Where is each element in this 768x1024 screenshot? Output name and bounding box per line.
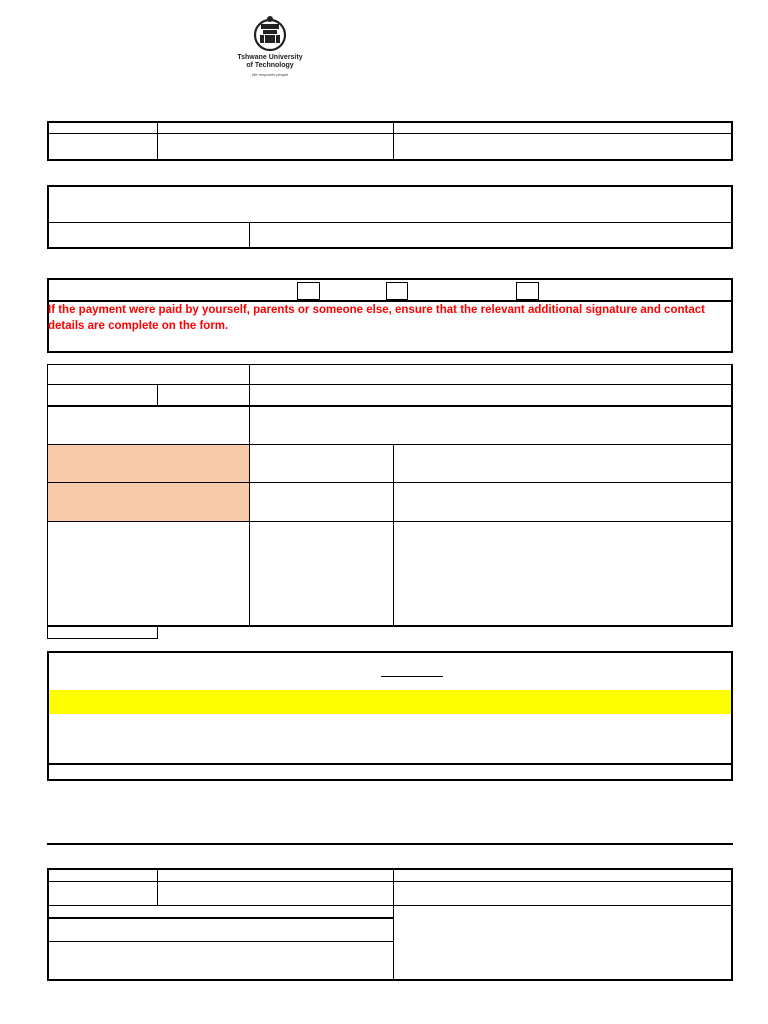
payment-notice: If the payment were paid by yourself, parents or someone else, ensure that the relevant additional signature and contact details are complete on the form.	[48, 304, 705, 332]
logo-name-line2: of Technology	[246, 62, 294, 69]
logo-tagline: We empower people	[251, 72, 289, 77]
tut-crest-icon	[250, 14, 290, 54]
logo-name-line1: Tshwane University	[237, 54, 303, 61]
table-bottom-cell[interactable]	[158, 882, 393, 905]
small-label-box[interactable]	[47, 627, 158, 639]
payment-checkbox-1[interactable]	[297, 282, 320, 300]
table-top-cell[interactable]	[394, 134, 731, 159]
table-second-cell[interactable]	[49, 223, 249, 247]
section-divider	[47, 843, 733, 845]
table-bottom-cell[interactable]	[49, 942, 393, 979]
declaration-signature-row[interactable]	[49, 765, 731, 779]
table-bottom-cell[interactable]	[49, 919, 393, 941]
payment-checkbox-3[interactable]	[516, 282, 539, 300]
table-top-cell[interactable]	[49, 134, 157, 159]
highlighted-cell[interactable]	[48, 483, 249, 522]
table-bottom-cell[interactable]	[394, 906, 731, 979]
university-logo	[234, 14, 306, 90]
payment-checkbox-2[interactable]	[386, 282, 408, 300]
table-bottom-cell[interactable]	[394, 882, 731, 905]
table-second-cell[interactable]	[250, 223, 731, 247]
highlighted-cell[interactable]	[48, 445, 249, 483]
table-bottom-cell[interactable]	[49, 882, 157, 905]
underline-accent	[381, 676, 443, 677]
table-top-cell[interactable]	[158, 134, 393, 159]
yellow-highlight-band	[48, 690, 732, 714]
